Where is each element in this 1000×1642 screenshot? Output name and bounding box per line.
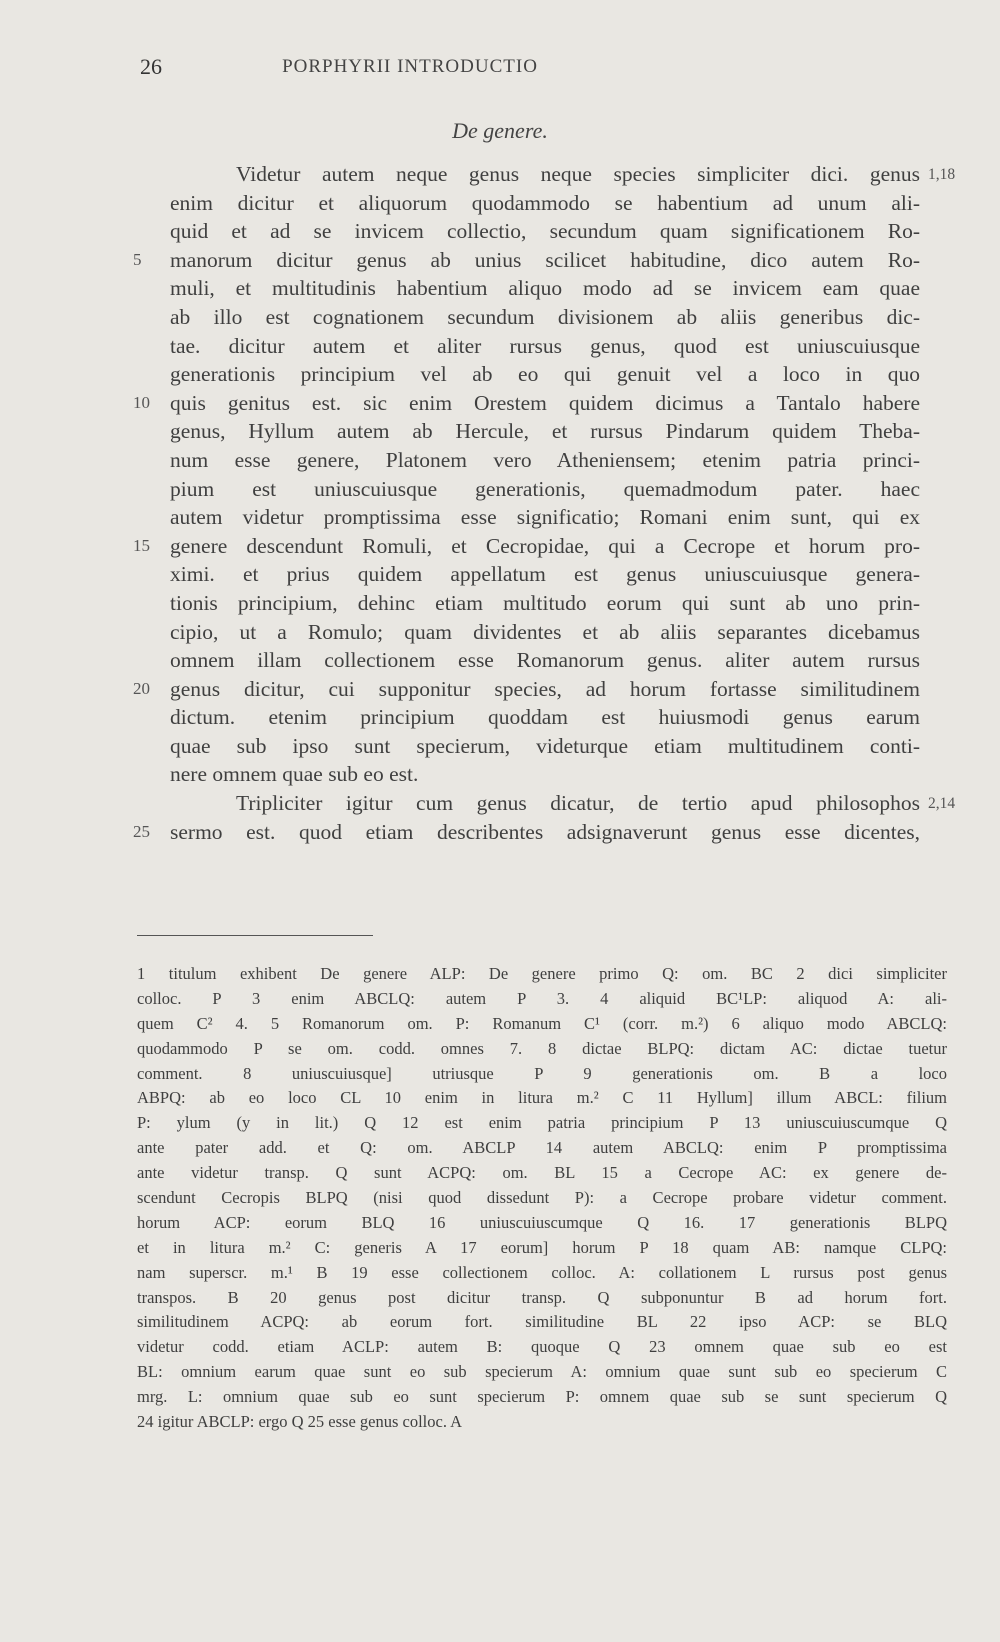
text-line [170, 160, 956, 189]
line-number: 25 [133, 821, 150, 841]
section-title: De genere. [452, 118, 548, 143]
line-text: nere omnem quae sub eo est. [170, 762, 419, 787]
text-line [170, 446, 920, 475]
line-text: cipio, ut a Romulo; quam dividentes et ab aliis separantes dicebamus [170, 619, 920, 644]
text-line [170, 503, 920, 532]
footnote-line [137, 1086, 947, 1111]
text-line [133, 818, 920, 847]
text-line [170, 475, 920, 504]
text-line [170, 703, 920, 732]
footnote-line [137, 1286, 947, 1311]
footnote-line [137, 1037, 947, 1062]
text-line [170, 560, 920, 589]
page-number: 26 [140, 54, 162, 79]
text-line [170, 189, 920, 218]
margin-reference: 1,18 [928, 166, 956, 183]
line-number: 20 [133, 678, 150, 698]
running-head [140, 54, 680, 86]
footnote-text: quem C² 4. 5 Romanorum om. P: Romanum C¹ (corr. m.²) 6 aliquo modo ABCLQ: [137, 1013, 947, 1033]
margin-reference: 2,14 [928, 795, 956, 813]
line-text: muli, et multitudinis habentium aliquo modo ad se invicem eam quae [170, 276, 920, 301]
line-text: manorum dicitur genus ab unius scilicet habitudine, dico autem Ro- [170, 247, 920, 272]
text-line [133, 389, 920, 418]
text-line [170, 760, 920, 789]
footnote-line [137, 1136, 947, 1161]
line-text: Tripliciter igitur cum genus dicatur, de tertio apud philosophos [236, 791, 920, 816]
footnote-text: ante videtur transp. Q sunt ACPQ: om. BL 15 a Cecrope AC: ex genere de- [137, 1163, 947, 1183]
footnote-text: colloc. P 3 enim ABCLQ: autem P 3. 4 aliquid BC¹LP: aliquod A: ali- [137, 988, 947, 1008]
text-line [170, 417, 920, 446]
line-text: tionis principium, dehinc etiam multitudo eorum qui sunt ab uno prin- [170, 590, 920, 615]
footnote-text: BL: omnium earum quae sunt eo sub specierum A: omnium quae sunt sub eo specierum C [137, 1362, 947, 1382]
line-text: genere descendunt Romuli, et Cecropidae, qui a Cecrope et horum pro- [170, 533, 920, 558]
line-text: sermo est. quod etiam describentes adsignaverunt genus esse dicentes, [170, 819, 920, 844]
footnote-text: ante pater add. et Q: om. ABCLP 14 autem ABCLQ: enim P promptissima [137, 1138, 947, 1158]
footnote-line [137, 1335, 947, 1360]
footnote-line [137, 1385, 947, 1410]
footnote-line [137, 1211, 947, 1236]
footnote-text: scendunt Cecropis BLPQ (nisi quod dissedunt P): a Cecrope probare videtur comment. [137, 1188, 947, 1208]
text-line [170, 360, 920, 389]
line-text: ab illo est cognationem secundum divisionem ab aliis generibus dic- [170, 304, 920, 329]
footnote-text: mrg. L: omnium quae sub eo sunt specierum P: omnem quae sub se sunt specierum Q [137, 1387, 947, 1407]
text-line [170, 618, 920, 647]
footnote-text: quodammodo P se om. codd. omnes 7. 8 dictae BLPQ: dictam AC: dictae tuetur [137, 1038, 947, 1058]
footnote-text: 1 titulum exhibent De genere ALP: De genere primo Q: om. BC 2 dici simpliciter [137, 964, 947, 983]
footnote-text: comment. 8 uniuscuiusque] utriusque P 9 generationis om. B a loco [137, 1063, 947, 1083]
line-text: enim dicitur et aliquorum quodammodo se habentium ad unum ali- [170, 190, 920, 215]
footnote-line [137, 1161, 947, 1186]
line-text: quid et ad se invicem collectio, secundum quam significationem Ro- [170, 219, 920, 244]
footnote-text: horum ACP: eorum BLQ 16 uniuscuiuscumque Q 16. 17 generationis BLPQ [137, 1212, 947, 1232]
footnote-line [137, 1236, 947, 1261]
footnote-text: et in litura m.² C: generis A 17 eorum] horum P 18 quam AB: namque CLPQ: [137, 1237, 947, 1257]
line-number: 15 [133, 535, 150, 555]
text-line [170, 274, 920, 303]
line-text: pium est uniuscuiusque generationis, quemadmodum pater. haec [170, 476, 920, 501]
footnote-text: P: ylum (y in lit.) Q 12 est enim patria principium P 13 uniuscuiuscumque Q [137, 1113, 947, 1133]
line-text: genus, Hyllum autem ab Hercule, et rursus Pindarum quidem Theba- [170, 419, 920, 444]
footnotes [137, 962, 947, 1435]
main-text [133, 160, 956, 846]
line-number: 10 [133, 392, 150, 412]
footnote-line [137, 1360, 947, 1385]
line-text: quae sub ipso sunt specierum, videturque etiam multitudinem conti- [170, 733, 920, 758]
footnote-text: videtur codd. etiam ACLP: autem B: quoque Q 23 omnem quae sub eo est [137, 1337, 947, 1357]
footnote-line [137, 1261, 947, 1286]
line-text: num esse genere, Platonem vero Atheniensem; etenim patria princi- [170, 447, 920, 472]
line-text: omnem illam collectionem esse Romanorum genus. aliter autem rursus [170, 648, 920, 673]
line-text: ximi. et prius quidem appellatum est genus uniuscuiusque genera- [170, 562, 920, 587]
text-line [133, 246, 920, 275]
line-text: quis genitus est. sic enim Orestem quidem dicimus a Tantalo habere [170, 390, 920, 415]
line-text: dictum. etenim principium quoddam est huiusmodi genus earum [170, 705, 920, 730]
footnote-line [137, 1410, 947, 1435]
line-text: autem videtur promptissima esse significatio; Romani enim sunt, qui ex [170, 505, 920, 530]
footnote-line [137, 1111, 947, 1136]
footnote-text: transpos. B 20 genus post dicitur transp. Q subponuntur B ad horum fort. [137, 1287, 947, 1307]
line-text: Videtur autem neque genus neque species simpliciter dici. genus [236, 162, 920, 186]
footnote-text: nam superscr. m.¹ B 19 esse collectionem colloc. A: collationem L rursus post genus [137, 1262, 947, 1282]
footnote-line [137, 1186, 947, 1211]
text-line [133, 532, 920, 561]
footnote-line [137, 987, 947, 1012]
text-line [170, 646, 920, 675]
footnote-line [137, 962, 947, 987]
line-text: genus dicitur, cui supponitur species, ad horum fortasse similitudinem [170, 676, 920, 701]
footnote-text: 24 igitur ABCLP: ergo Q 25 esse genus colloc. A [137, 1412, 463, 1432]
text-line [170, 589, 920, 618]
footnote-text: similitudinem ACPQ: ab eorum fort. similitudine BL 22 ipso ACP: se BLQ [137, 1312, 947, 1332]
line-number: 5 [133, 249, 142, 269]
line-text: tae. dicitur autem et aliter rursus genus, quod est uniuscuiusque [170, 333, 920, 358]
footnote-text: ABPQ: ab eo loco CL 10 enim in litura m.² C 11 Hyllum] illum ABCL: filium [137, 1088, 947, 1108]
running-title: PORPHYRII INTRODUCTIO [282, 56, 538, 77]
text-line [170, 332, 920, 361]
text-line [170, 217, 920, 246]
footnote-line [137, 1012, 947, 1037]
footnote-rule [137, 935, 373, 936]
footnote-line [137, 1062, 947, 1087]
text-line [170, 303, 920, 332]
footnote-line [137, 1310, 947, 1335]
line-text: generationis principium vel ab eo qui genuit vel a loco in quo [170, 362, 920, 387]
text-line [170, 732, 920, 761]
text-line [133, 675, 920, 704]
text-line [170, 789, 956, 818]
